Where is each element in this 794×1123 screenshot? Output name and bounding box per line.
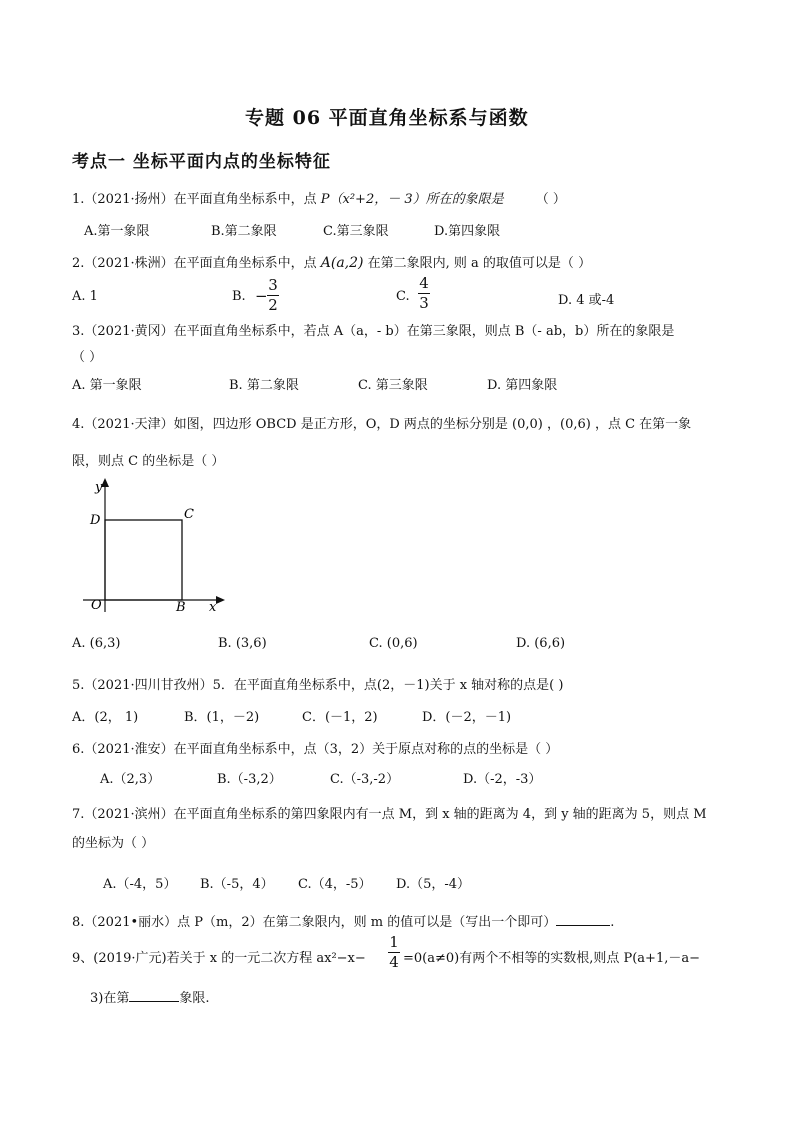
question-9-fraction [388,934,400,971]
question-2-stem: 2.（2021·株洲）在平面直角坐标系中，点 [72,256,317,271]
question-8-end: . [610,915,615,930]
question-3-line-1: 3.（2021·黄冈）在平面直角坐标系中，若点 A（a，- b）在第三象限，则点 B（- ab，b）所在的象限是 [72,324,675,339]
question-2-option-d: D. 4 或-4 [558,293,615,308]
question-2-option-b-sign: − [255,287,268,305]
question-5-option-a: A．(2， 1) [72,710,139,725]
fraction-numerator: 3 [268,276,278,294]
fraction-denominator: 4 [389,953,399,971]
question-2-tail: 在第二象限内, 则 a 的取值可以是（ ） [367,256,592,271]
question-7-option-b: B.（-5，4） [200,877,274,892]
question-6-option-b: B.（-3,2） [217,772,282,787]
question-4-option-c: C. (0,6) [369,636,418,651]
question-6: 6.（2021·淮安）在平面直角坐标系中，点（3，2）关于原点对称的点的坐标是（ ） [72,742,559,757]
question-4-line-1: 4.（2021·天津）如图，四边形 OBCD 是正方形，O，D 两点的坐标分别是 (0,0) ，(0,6) ，点 C 在第一象 [72,417,692,432]
question-8-stem: 8.（2021•丽水）点 P（m，2）在第二象限内，则 m 的值可以是（写出一个即可） [72,915,557,930]
question-7-option-d: D.（5，-4） [396,877,471,892]
question-9-pre: 9、(2019·广元)若关于 x 的一元二次方程 ax²−x− [72,951,366,966]
question-9-line-2-post: 象限. [179,991,210,1006]
answer-blank [556,913,610,926]
question-7-option-c: C.（4，-5） [298,877,372,892]
point-o-label: O [91,598,102,613]
question-5-option-d: D．(－2，－1) [422,710,512,725]
point-b-label: B [176,600,186,615]
question-7-option-a: A.（-4，5） [103,877,177,892]
question-9-line-2 [90,987,209,1006]
fraction-numerator: 1 [389,933,399,951]
question-7-line-2: 的坐标为（ ） [72,836,155,851]
x-axis-label: x [209,600,217,615]
fraction-denominator: 2 [268,296,278,314]
question-2-point: A(a,2) [320,255,364,271]
question-6-option-a: A.（2,3） [100,772,161,787]
question-4-option-d: D. (6,6) [516,636,566,651]
question-3-option-b: B. 第二象限 [229,378,299,393]
fraction-denominator: 3 [419,294,429,312]
square-obcd [105,520,182,600]
point-c-label: C [184,507,194,522]
question-4-option-a: A. (6,3) [72,636,121,651]
question-2-option-a: A. 1 [72,289,98,304]
question-4-option-b: B. (3,6) [218,636,267,651]
question-2-option-c-fraction [418,275,430,312]
question-6-option-c: C.（-3,-2） [330,772,400,787]
y-axis-label: y [95,480,103,495]
question-9-post: =0(a≠0)有两个不相等的实数根,则点 P(a+1,－a− [403,951,700,966]
question-3-line-2: （ ） [72,350,103,365]
question-2-option-b-fraction [267,277,279,314]
question-5: 5.（2021·四川甘孜州）5．在平面直角坐标系中，点(2，－1)关于 x 轴对称的点是( ) [72,678,564,693]
question-1-option-d: D.第四象限 [434,224,501,239]
x-axis-arrow-icon [216,596,225,604]
question-1 [72,188,566,207]
answer-blank [129,989,179,1002]
fraction-numerator: 4 [419,274,429,292]
question-1-stem: 1.（2021·扬州）在平面直角坐标系中，点 [72,192,317,207]
question-7-line-1: 7.（2021·滨州）在平面直角坐标系的第四象限内有一点 M，到 x 轴的距离为 4，到 y 轴的距离为 5，则点 M [72,807,707,822]
point-d-label: D [90,513,101,528]
question-9-line-2-pre: 3)在第 [90,991,130,1006]
question-2-option-b-label: B. [232,289,246,304]
answer-paren: （ ） [535,192,566,207]
question-2 [72,252,591,271]
question-8 [72,911,614,930]
question-2-option-c-label: C. [396,289,410,304]
page-title: 专题 06 平面直角坐标系与函数 [245,107,529,129]
question-1-option-a: A.第一象限 [84,224,150,239]
question-6-option-d: D.（-2，-3） [463,772,542,787]
question-4-line-2: 限，则点 C 的坐标是（ ） [72,454,225,469]
question-5-option-c: C．(－1，2) [302,710,378,725]
question-3-option-c: C. 第三象限 [358,378,428,393]
square-coordinate-figure [78,475,228,615]
question-1-option-b: B.第二象限 [211,224,277,239]
section-heading: 考点一 坐标平面内点的坐标特征 [72,152,331,172]
question-3-option-d: D. 第四象限 [487,378,558,393]
question-1-point: P（x²+2，－ 3）所在的象限是 [320,192,504,207]
question-1-option-c: C.第三象限 [323,224,389,239]
question-3-option-a: A. 第一象限 [72,378,142,393]
question-5-option-b: B．(1，－2) [184,710,260,725]
